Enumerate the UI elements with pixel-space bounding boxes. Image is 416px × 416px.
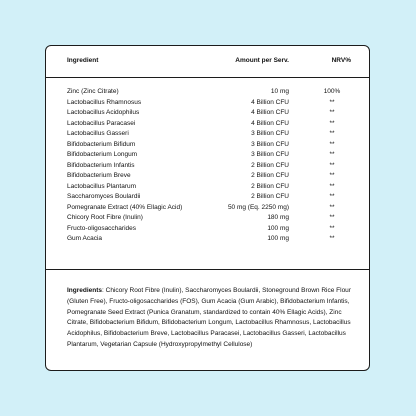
table-row: [46, 87, 369, 98]
ingredient-cell: Chicory Root Fibre (Inulin): [67, 214, 143, 221]
ingredient-cell: Lactobacillus Acidophilus: [67, 109, 140, 116]
nrv-column-header: NRV%: [331, 57, 351, 64]
amount-cell: 2 Billion CFU: [251, 182, 289, 190]
amount-cell: 2 Billion CFU: [251, 193, 289, 200]
table-row: [46, 171, 369, 182]
table-row: [46, 203, 369, 214]
amount-cell: 50 mg (Eq. 2250 mg): [227, 203, 289, 211]
ingredient-cell: Fructo-oligosaccharides: [67, 224, 137, 232]
amount-cell: 2 Billion CFU: [251, 172, 289, 179]
ingredient-cell: Lactobacillus Gasseri: [67, 130, 129, 137]
table-row: [46, 161, 369, 172]
ingredient-cell: Bifidobacterium Infantis: [67, 161, 135, 169]
ingredient-cell: Gum Acacia: [67, 235, 103, 242]
ingredient-cell: Bifidobacterium Longum: [67, 151, 138, 158]
table-row: [46, 119, 369, 130]
nrv-cell: **: [329, 109, 335, 116]
nrv-cell: **: [329, 140, 335, 148]
nrv-cell: **: [329, 151, 335, 158]
ingredient-cell: Saccharomyces Boulardii: [67, 193, 141, 200]
table-row: [46, 150, 369, 161]
table-row: [46, 140, 369, 151]
nrv-cell: **: [329, 182, 335, 190]
ingredient-cell: Bifidobacterium Breve: [67, 172, 131, 179]
nrv-cell: **: [329, 119, 335, 127]
ingredient-cell: Pomegranate Extract (40% Ellagic Acid): [67, 203, 183, 211]
ingredient-cell: Lactobacillus Rhamnosus: [67, 98, 142, 106]
table-row: [46, 192, 369, 203]
nrv-cell: **: [329, 203, 335, 211]
nrv-cell: **: [329, 193, 335, 200]
nutrient-table-body: [46, 87, 369, 245]
amount-cell: 3 Billion CFU: [251, 140, 289, 148]
amount-cell: 100 mg: [267, 224, 289, 232]
table-row: [46, 98, 369, 109]
nrv-cell: **: [329, 214, 335, 221]
ingredient-cell: Bifidobacterium Bifidum: [67, 140, 136, 148]
table-row: [46, 129, 369, 140]
nrv-cell: **: [329, 224, 335, 232]
nrv-cell: 100%: [323, 88, 341, 95]
ingredient-cell: Lactobacillus Paracasei: [67, 119, 136, 127]
amount-column-header: Amount per Serv.: [235, 57, 289, 64]
nrv-cell: **: [329, 130, 335, 137]
table-row: [46, 108, 369, 119]
nrv-cell: **: [329, 172, 335, 179]
table-row: [46, 234, 369, 245]
ingredient-cell: Zinc (Zinc Citrate): [67, 88, 119, 95]
nrv-cell: **: [329, 161, 335, 169]
ingredients-label: Ingredients: [67, 287, 103, 294]
amount-cell: 4 Billion CFU: [251, 98, 289, 106]
amount-cell: 4 Billion CFU: [251, 119, 289, 127]
amount-cell: 100 mg: [267, 235, 289, 242]
amount-cell: 3 Billion CFU: [251, 151, 289, 158]
table-header: [46, 46, 369, 78]
ingredient-cell: Lactobacillus Plantarum: [67, 182, 137, 190]
amount-cell: 2 Billion CFU: [251, 161, 289, 169]
ingredient-column-header: Ingredient: [67, 57, 99, 64]
ingredients-text: : Chicory Root Fibre (Inulin), Saccharomyces Boulardii, Stoneground Brown Rice Flour (Gluten Free), Fructo-oligosaccharides (FOS), Gum Acacia (Gum Arabic), Bifidobacterium Infantis, Pomegranate Seed Extract (Punica Granatum, standardized to contain 40% Ellagic Acids), Zinc Citrate, Bifidobacterium Bifidum, Bifidobacterium Longum, Lactobacillus Rhamnosus, Lactobacillus Acidophilus, Bifidobacterium Breve, Lactobacillus Paracasei, Lactobacillus Gasseri, Lactobacillus Plantarum, Vegetarian Capsule (Hydroxypropylmethyl Cellulose): [67, 287, 351, 348]
amount-cell: 180 mg: [267, 214, 289, 221]
table-row: [46, 182, 369, 193]
section-divider: [46, 269, 369, 270]
nrv-cell: **: [329, 235, 335, 242]
supplement-facts-panel: [45, 45, 370, 371]
amount-cell: 10 mg: [270, 88, 289, 95]
amount-cell: 3 Billion CFU: [251, 130, 289, 137]
amount-cell: 4 Billion CFU: [251, 109, 289, 116]
table-row: [46, 213, 369, 224]
ingredients-paragraph: [67, 286, 355, 351]
nrv-cell: **: [329, 98, 335, 106]
table-row: [46, 224, 369, 235]
